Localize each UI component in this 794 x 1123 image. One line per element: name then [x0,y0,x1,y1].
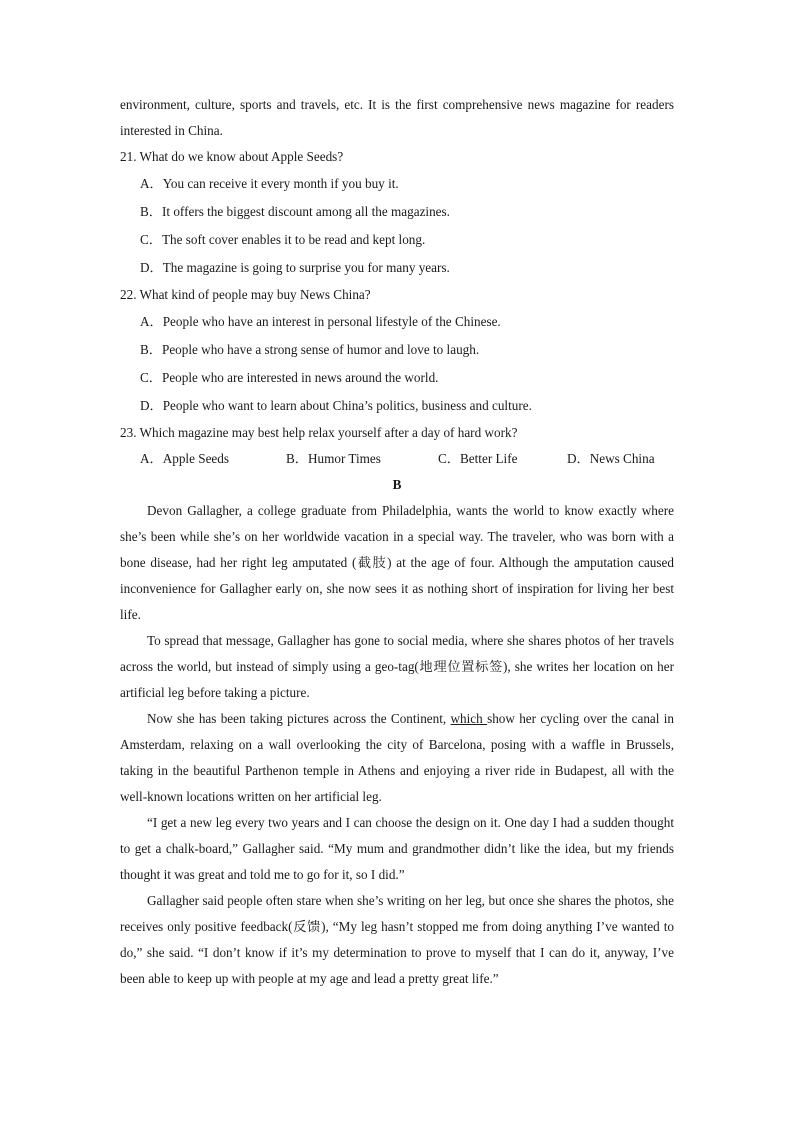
question-23: 23. Which magazine may best help relax yourself after a day of hard work? [120,425,518,440]
passage-paragraph-2: To spread that message, Gallagher has gone to social media, where she shares photos of her travels across the world, but instead of simply using a geo-tag(地理位置标签), she writes her location on her artificial leg before taking a picture. [120,633,674,700]
q22-option-c: C．People who are interested in news around the world. [140,370,439,385]
p3-text-before: Now she has been taking pictures across the Continent, [147,711,451,726]
q23-option-d: D．News China [567,451,655,466]
passage-paragraph-5: Gallagher said people often stare when she’s writing on her leg, but once she shares the photos, she receives only positive feedback(反馈), “My leg hasn’t stopped me from doing anything I’ve wanted to do,” she said. “I don’t know if it’s my determination to prove to myself that I can do it, anyway, I’ve been able to keep up with people at my age and lead a pretty great life.” [120,893,674,986]
q23-options-row [140,446,674,472]
question-22: 22. What kind of people may buy News China? [120,287,371,302]
q22-option-d: D．People who want to learn about China’s politics, business and culture. [140,398,532,413]
q22-option-a: A．People who have an interest in personal lifestyle of the Chinese. [140,314,501,329]
q23-option-b: B．Humor Times [286,451,381,466]
q23-option-c: C．Better Life [438,451,518,466]
q22-option-b: B．People who have a strong sense of humor and love to laugh. [140,342,480,357]
p3-underlined-word: which [450,711,488,726]
q21-option-c: C．The soft cover enables it to be read and kept long. [140,232,426,247]
passage-paragraph-4: “I get a new leg every two years and I can choose the design on it. One day I had a sudden thought to get a chalk-board,” Gallagher said. “My mum and grandmother didn’t like the idea, but my friends thought it was great and told me to go for it, so I did.” [120,815,674,882]
q23-option-a: A．Apple Seeds [140,451,230,466]
passage-paragraph-1: Devon Gallagher, a college graduate from Philadelphia, wants the world to know exactly where she’s been while she’s on her worldwide vacation in a special way. The traveler, who was born with a bone disease, had her right leg amputated (截肢) at the age of four. Although the amputation caused inconvenience for Gallagher early on, she now sees it as nothing short of inspiration for living her best life. [120,503,674,622]
section-heading-b: B [392,477,402,492]
intro-paragraph-tail: environment, culture, sports and travels, etc. It is the first comprehensive news magazine for readers interested in China. [120,97,674,138]
q21-option-d: D．The magazine is going to surprise you for many years. [140,260,450,275]
passage-paragraph-3 [120,706,674,810]
p3-text-after: show her cycling over the canal in Amsterdam, relaxing on a wall overlooking the city of Barcelona, posing with a waffle in Brussels, taking in the beautiful Parthenon temple in Athens and enjoying a river ride in Budapest, all with the well-known locations written on her artificial leg. [120,711,675,804]
q21-option-b: B．It offers the biggest discount among all the magazines. [140,204,450,219]
q21-option-a: A．You can receive it every month if you buy it. [140,176,399,191]
question-21: 21. What do we know about Apple Seeds? [120,149,344,164]
document-page [120,92,674,992]
